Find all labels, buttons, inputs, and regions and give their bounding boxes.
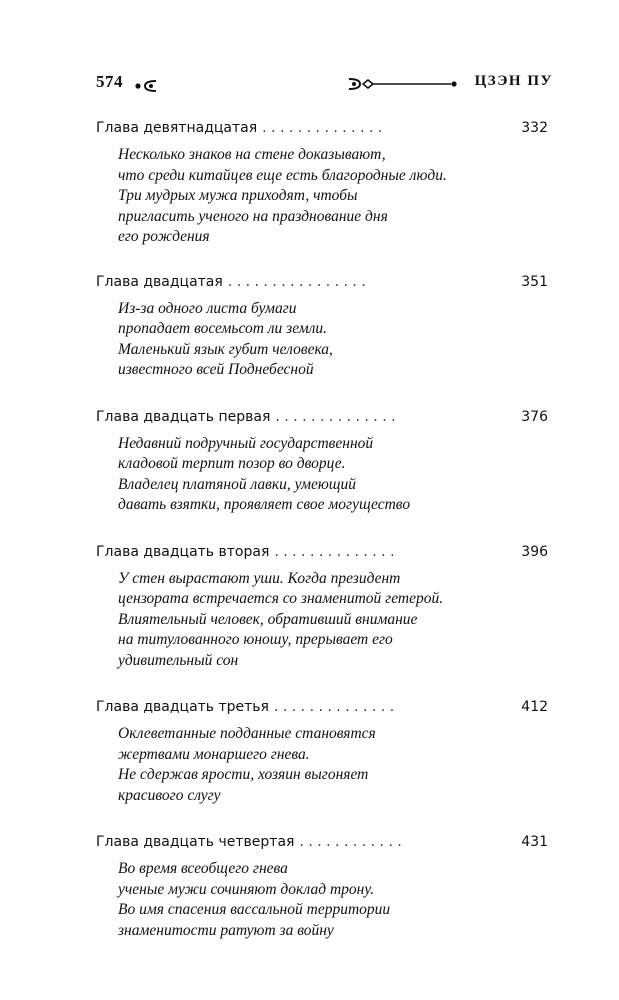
chapter-summary-line: Во имя спасения вассальной территории [118, 901, 391, 918]
chapter-summary-line: Во время всеобщего гнева [118, 860, 288, 877]
chapter-summary-line: Недавний подручный государственной [118, 434, 374, 452]
chapter-summary-line: знаменитости ратуют за войну [118, 921, 334, 939]
dot-leader [274, 542, 394, 562]
chapter-summary-line: цензората встречается со знаменитой гетерой. [118, 590, 444, 607]
page-header [96, 72, 553, 100]
dot-leader [275, 407, 394, 427]
chapter-page-number: 396 [521, 543, 549, 560]
chapter-summary-line: Влиятельный человек, обративший внимание [118, 610, 418, 628]
ornament-left-icon [134, 78, 158, 92]
chapter-summary-line: У стен вырастают уши. Когда президент [118, 569, 401, 587]
chapter-page-number: 332 [521, 120, 548, 136]
chapter-summary-line: на титулованного юношу, прерывает его [118, 631, 393, 648]
chapter-title: Глава двадцать первая [96, 408, 271, 425]
chapter-summary-line: его рождения [118, 228, 210, 245]
toc-entry [96, 272, 548, 381]
chapter-summary-line: давать взятки, проявляет свое могущество [118, 496, 411, 513]
chapter-page-number: 351 [521, 273, 548, 290]
chapter-page-number: 431 [521, 834, 549, 850]
toc-entry-line [96, 118, 548, 138]
chapter-summary-line: Из-за одного листа бумаги [118, 299, 297, 317]
chapter-summary-line: Владелец платяной лавки, умеющий [118, 475, 357, 493]
chapter-title: Глава двадцать четвертая [96, 834, 295, 850]
chapter-summary-line: жертвами монаршего гнева. [118, 745, 310, 763]
toc-entry-line [96, 542, 548, 562]
chapter-summary-line: пропадает восемьсот ли земли. [118, 320, 327, 337]
chapter-summary-line: что среди китайцев еще есть благородные люди. [118, 166, 447, 184]
chapter-summary-line: красивого слугу [118, 786, 221, 804]
dot-leader [228, 272, 371, 292]
chapter-summary [118, 145, 548, 248]
running-title: ЦЗЭН ПУ [474, 73, 553, 89]
chapter-summary-line: Маленький язык губит человека, [118, 340, 333, 358]
ornament-right-icon [347, 76, 459, 92]
chapter-summary-line: кладовой терпит позор во дворце. [118, 455, 346, 472]
toc-entry [96, 697, 548, 806]
toc-entry [96, 832, 548, 941]
chapter-summary-line: Оклеветанные подданные становятся [118, 725, 376, 742]
toc-entry-line [96, 407, 548, 427]
chapter-summary-line: Несколько знаков на стене доказывают, [118, 146, 386, 163]
chapter-page-number: 376 [521, 408, 548, 425]
page-number: 574 [96, 72, 123, 91]
chapter-title: Глава двадцать вторая [96, 543, 270, 560]
dot-leader [262, 118, 388, 138]
chapter-title: Глава двадцать третья [96, 699, 269, 715]
toc-entry [96, 542, 548, 672]
toc-entry-line [96, 832, 548, 852]
toc-entry-line [96, 272, 548, 292]
chapter-summary-line: Три мудрых мужа приходят, чтобы [118, 187, 358, 204]
toc-entry [96, 118, 548, 248]
chapter-summary [118, 434, 548, 516]
chapter-summary [118, 724, 548, 806]
chapter-summary-line: известного всей Поднебесной [118, 361, 314, 378]
chapter-title: Глава девятнадцатая [96, 120, 258, 136]
chapter-summary-line: Не сдержав ярости, хозяин выгоняет [118, 766, 369, 783]
toc-entry [96, 407, 548, 516]
chapter-summary [118, 859, 548, 941]
chapter-summary-line: ученые мужи сочиняют доклад трону. [118, 880, 375, 898]
chapter-page-number: 412 [521, 699, 549, 715]
chapter-summary-line: удивительный сон [118, 651, 239, 669]
table-of-contents [96, 118, 548, 941]
chapter-summary [118, 569, 548, 672]
toc-entry-line [96, 697, 548, 717]
chapter-summary [118, 299, 548, 381]
chapter-summary-line: пригласить ученого на празднование дня [118, 207, 388, 225]
dot-leader [274, 697, 394, 717]
chapter-title: Глава двадцатая [96, 273, 223, 290]
dot-leader [299, 832, 406, 852]
